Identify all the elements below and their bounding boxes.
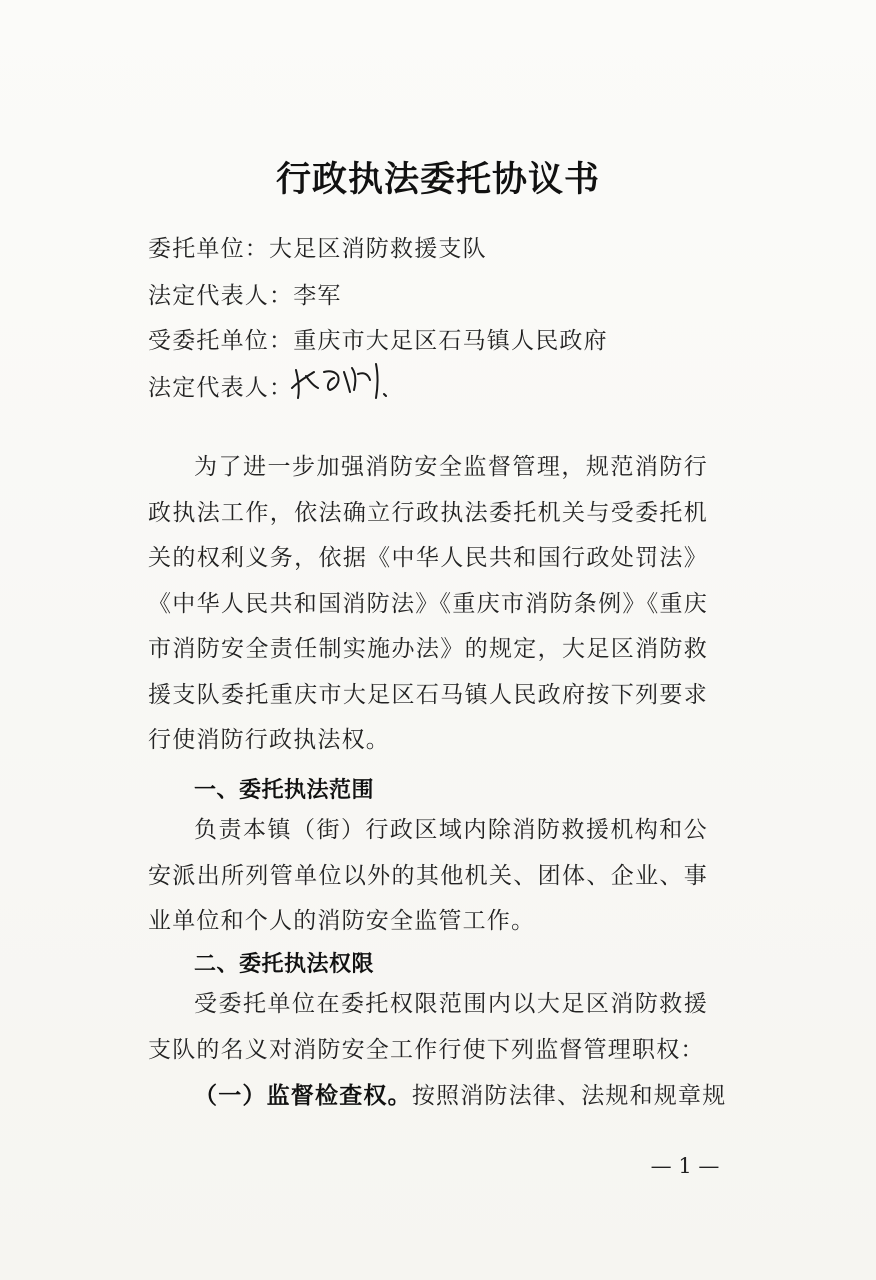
meta-value: 李军 (293, 283, 342, 309)
meta-label: 法定代表人： (148, 375, 294, 401)
document-title: 行政执法委托协议书 (275, 159, 600, 200)
meta-entrusting-unit (148, 230, 487, 263)
section-1-heading: 一、委托执法范围 (194, 778, 375, 803)
item-1-label: （一）监督检查权。 (194, 1083, 412, 1109)
handwritten-signature (286, 358, 396, 402)
meta-label: 委托单位： (148, 236, 269, 262)
section-2-item-1 (194, 1077, 726, 1110)
meta-legal-representative-1 (148, 277, 342, 310)
meta-label: 法定代表人： (148, 283, 294, 309)
meta-label: 受委托单位： (148, 328, 294, 354)
section-1-paragraph: 负责本镇（街）行政区域内除消防救援机构和公安派出所列管单位以外的其他机关、团体、企业、事业单位和个人的消防安全监管工作。 (148, 817, 708, 934)
item-1-text: 按照消防法律、法规和规章规 (411, 1083, 727, 1109)
section-2-paragraph: 受委托单位在委托权限范围内以大足区消防救援支队的名义对消防安全工作行使下列监督管理职权： (148, 991, 708, 1063)
meta-entrusted-unit (148, 322, 608, 355)
section-2-heading: 二、委托执法权限 (194, 952, 375, 977)
page-number: — 1 — (650, 1154, 720, 1178)
meta-value: 大足区消防救援支队 (269, 236, 487, 262)
meta-legal-representative-2 (148, 369, 293, 402)
meta-value: 重庆市大足区石马镇人民政府 (293, 328, 608, 354)
intro-paragraph: 为了进一步加强消防安全监督管理，规范消防行政执法工作，依法确立行政执法委托机关与受委托机关的权利义务，依据《中华人民共和国行政处罚法》《中华人民共和国消防法》《重庆市消防条例》《重庆市消防安全责任制实施办法》的规定，大足区消防救援支队委托重庆市大足区石马镇人民政府按下列要求行使消防行政执法权。 (148, 454, 708, 753)
